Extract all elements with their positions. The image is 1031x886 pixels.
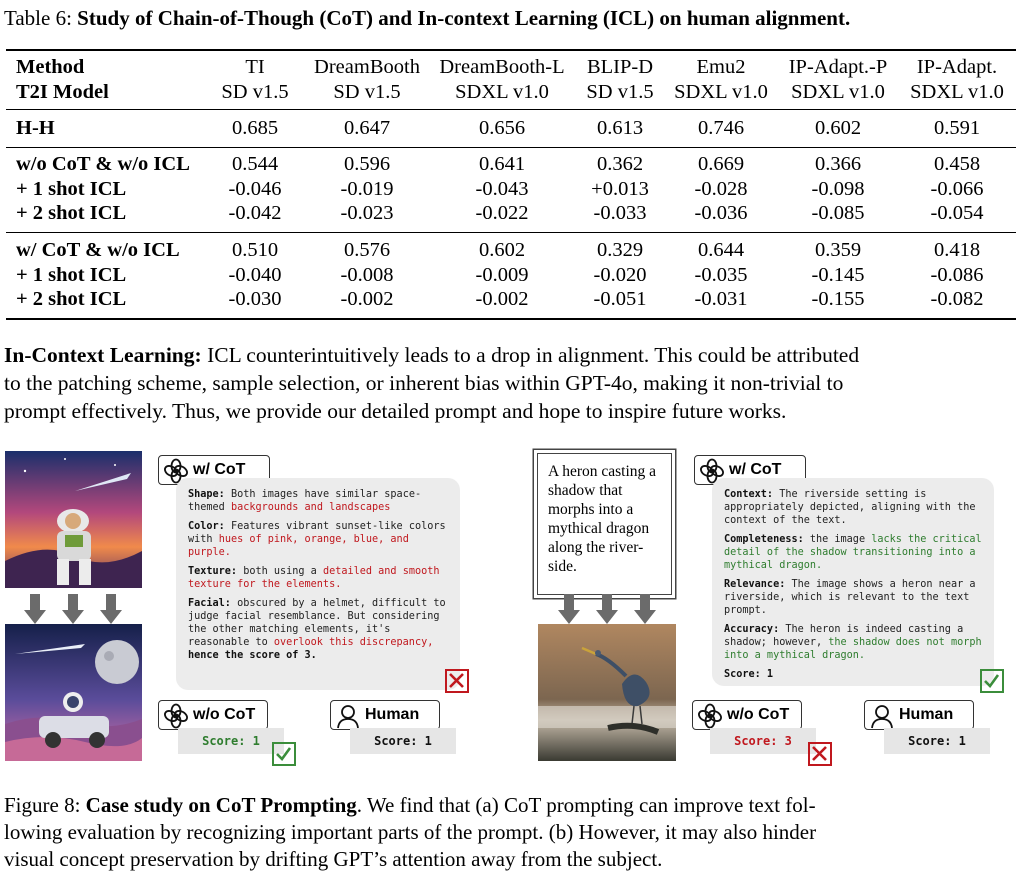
table-cell: SDXL v1.0: [910, 81, 1004, 103]
table-cell: -0.040: [228, 264, 282, 286]
table-cell: -0.036: [694, 202, 748, 224]
human-label-tag-right: [864, 700, 974, 730]
table-cell: -0.031: [694, 288, 748, 310]
table-cell: 0.644: [697, 239, 745, 261]
table-row-label: + 1 shot ICL: [16, 178, 127, 200]
cot-label-text: w/ CoT: [193, 461, 246, 478]
table-cell: Emu2: [696, 56, 746, 78]
table-cell: -0.085: [811, 202, 865, 224]
check-icon: [272, 742, 296, 766]
table-caption: [4, 6, 850, 31]
table-cell: 0.329: [596, 239, 644, 261]
color-reasoning: [188, 520, 448, 559]
table-cell: SD v1.5: [586, 81, 654, 103]
wo-cot-label-tag-right: [692, 700, 802, 730]
table-cell: TI: [245, 56, 265, 78]
table-cell: SDXL v1.0: [674, 81, 768, 103]
wo-cot-score-right: Score: 3: [710, 728, 816, 754]
context-reasoning: [724, 488, 982, 527]
figure-caption-title: Case study on CoT Prompting: [85, 793, 357, 817]
table-cell: -0.046: [228, 178, 282, 200]
table-cell: -0.066: [930, 178, 984, 200]
accuracy-key: Accuracy:: [724, 624, 780, 635]
table-row: [0, 238, 1031, 263]
table-caption-prefix: Table 6:: [4, 6, 72, 30]
table-row: [0, 116, 1031, 141]
table-cell: -0.020: [593, 264, 647, 286]
table-cell: -0.051: [593, 288, 647, 310]
table-cell: -0.035: [694, 264, 748, 286]
human-icon: [869, 703, 895, 729]
shape-key: Shape:: [188, 489, 225, 500]
table-cell: SD v1.5: [221, 81, 289, 103]
table-header-rule: [6, 109, 1016, 110]
icl-paragraph-line3: prompt effectively. Thus, we provide our detailed prompt and hope to inspire future works.: [4, 399, 787, 423]
human-score-left: Score: 1: [350, 728, 456, 754]
table-cell: 0.656: [478, 117, 526, 139]
table-row-label: w/o CoT & w/o ICL: [16, 153, 190, 175]
cot-reasoning-panel-left: [176, 478, 460, 690]
table-cell: 0.647: [343, 117, 391, 139]
color-key: Color:: [188, 521, 225, 532]
context-key: Context:: [724, 489, 774, 500]
texture-text: both using a: [243, 566, 317, 577]
down-arrow-icon: [596, 594, 618, 624]
table-row: [0, 201, 1031, 226]
table-cell: DreamBooth-L: [439, 56, 565, 78]
table-cell: 0.418: [933, 239, 981, 261]
color-red-text: hues of pink, orange, blue, and purple.: [188, 534, 409, 558]
table-cell: DreamBooth: [314, 56, 420, 78]
icl-paragraph-line1: [4, 341, 859, 369]
facial-text: obscured by a helmet, difficult to judge facial resemblance. But considering the other matching elements, it's reasonable to: [188, 598, 446, 648]
table-cell: -0.082: [930, 288, 984, 310]
table-cell: SDXL v1.0: [791, 81, 885, 103]
human-icon: [335, 703, 361, 729]
down-arrow-icon: [558, 594, 580, 624]
table-row: [0, 287, 1031, 312]
table-cell: -0.086: [930, 264, 984, 286]
table-cell: 0.641: [478, 153, 526, 175]
table-cell: -0.054: [930, 202, 984, 224]
table-row-label: H-H: [16, 117, 55, 139]
down-arrow-icon: [100, 594, 122, 624]
reference-image-buzz: [5, 451, 142, 588]
openai-logo-icon: [697, 703, 723, 729]
wo-cot-label-text: w/o CoT: [193, 706, 256, 723]
table-cell: SD v1.5: [333, 81, 401, 103]
table-cell: -0.098: [811, 178, 865, 200]
shape-red-text: backgrounds and landscapes: [230, 502, 391, 513]
cross-icon: [808, 742, 832, 766]
icl-heading: In-Context Learning:: [4, 343, 202, 367]
table-cell: BLIP-D: [586, 56, 654, 78]
table-row-label: + 1 shot ICL: [16, 264, 127, 286]
table-cell: -0.023: [340, 202, 394, 224]
table-rule-1: [6, 147, 1016, 148]
table-cell: 0.613: [596, 117, 644, 139]
completeness-text: the image: [809, 534, 866, 545]
wo-cot-label-tag-left: [158, 700, 268, 730]
table-row-label: T2I Model: [16, 81, 109, 103]
figure-caption-line1: [4, 793, 816, 818]
completeness-key: Completeness:: [724, 534, 804, 545]
human-label-tag-left: [330, 700, 440, 730]
context-text: The riverside setting is appropriately depicted, aligning with the context of the text.: [724, 489, 976, 526]
human-label-text: Human: [899, 706, 954, 723]
accuracy-reasoning: [724, 623, 982, 662]
table-cell: -0.002: [340, 288, 394, 310]
down-arrow-icon: [634, 594, 656, 624]
facial-reasoning: [188, 597, 448, 662]
table-cell: -0.155: [811, 288, 865, 310]
table-cell: -0.019: [340, 178, 394, 200]
figure-caption-line3: visual concept preservation by drifting GPT’s attention away from the subject.: [4, 847, 663, 871]
figure-caption-prefix: Figure 8:: [4, 793, 81, 817]
table-row-label: w/ CoT & w/o ICL: [16, 239, 180, 261]
table-cell: 0.544: [231, 153, 279, 175]
table-caption-title: Study of Chain-of-Though (CoT) and In-context Learning (ICL) on human alignment.: [77, 6, 851, 30]
table-cell: SDXL v1.0: [455, 81, 549, 103]
relevance-text: The image shows a heron near a riverside, which is relevant to the text prompt.: [724, 579, 976, 616]
texture-reasoning: [188, 565, 448, 591]
wo-cot-label-text: w/o CoT: [727, 706, 790, 723]
table-cell: 0.362: [596, 153, 644, 175]
wo-cot-score-left: Score: 1: [178, 728, 284, 754]
table-top-rule: [6, 49, 1016, 51]
table-cell: 0.746: [697, 117, 745, 139]
table-cell: IP-Adapt.-P: [788, 56, 888, 78]
table-cell: 0.359: [814, 239, 862, 261]
facial-key: Facial:: [188, 598, 231, 609]
generated-image-heron: [538, 624, 676, 761]
shape-reasoning: [188, 488, 448, 514]
table-row: [0, 152, 1031, 177]
table-cell: 0.596: [343, 153, 391, 175]
table-row-label: + 2 shot ICL: [16, 288, 127, 310]
table-cell: 0.576: [343, 239, 391, 261]
human-score-right: Score: 1: [884, 728, 990, 754]
table-header-row: [0, 55, 1031, 80]
accuracy-green-text: the shadow does not morph into a mythical dragon.: [724, 637, 982, 661]
table-cell: +0.013: [591, 178, 649, 200]
table-cell: 0.591: [933, 117, 981, 139]
icl-text-1: ICL counterintuitively leads to a drop in alignment. This could be attributed: [207, 343, 860, 367]
table-cell: -0.028: [694, 178, 748, 200]
table-header-row: [0, 80, 1031, 105]
table-cell: -0.002: [475, 288, 529, 310]
cot-score-right: Score: 1: [724, 669, 774, 680]
table-cell: 0.602: [814, 117, 862, 139]
completeness-reasoning: [724, 533, 982, 572]
facial-conclusion: hence the score of 3.: [188, 650, 317, 661]
human-label-text: Human: [365, 706, 420, 723]
table-cell: 0.685: [231, 117, 279, 139]
table-cell: 0.510: [231, 239, 279, 261]
table-cell: -0.145: [811, 264, 865, 286]
table-row-label: + 2 shot ICL: [16, 202, 127, 224]
table-row-label: Method: [16, 56, 85, 78]
texture-key: Texture:: [188, 566, 238, 577]
shape-text: Both images have similar space-themed: [188, 489, 422, 513]
relevance-key: Relevance:: [724, 579, 786, 590]
table-cell: -0.009: [475, 264, 529, 286]
table-cell: 0.458: [933, 153, 981, 175]
table-cell: -0.043: [475, 178, 529, 200]
table-cell: -0.042: [228, 202, 282, 224]
openai-logo-icon: [163, 703, 189, 729]
check-icon: [980, 669, 1004, 693]
table-cell: -0.030: [228, 288, 282, 310]
cot-label-text: w/ CoT: [729, 461, 782, 478]
figure-caption-rest: . We find that (a) CoT prompting can improve text fol-: [356, 793, 816, 817]
completeness-green-text: lacks the critical detail of the shadow transitioning into a mythical dragon.: [724, 534, 982, 571]
facial-red-text: overlook this discrepancy,: [273, 637, 434, 648]
table-row: [0, 263, 1031, 288]
texture-red-text: detailed and smooth texture for the elements.: [188, 566, 440, 590]
down-arrow-icon: [62, 594, 84, 624]
figure-caption-line2: lowing evaluation by recognizing important parts of the prompt. (b) However, it may also hinder: [4, 820, 817, 844]
table-cell: -0.008: [340, 264, 394, 286]
down-arrow-icon: [24, 594, 46, 624]
table-cell: 0.602: [478, 239, 526, 261]
relevance-reasoning: [724, 578, 982, 617]
table-cell: 0.366: [814, 153, 862, 175]
table-cell: IP-Adapt.: [916, 56, 998, 78]
table-cell: -0.033: [593, 202, 647, 224]
table-cell: 0.669: [697, 153, 745, 175]
table-rule-2: [6, 232, 1016, 233]
generated-image-astronaut: [5, 624, 142, 761]
cot-reasoning-panel-right: [712, 478, 994, 686]
color-text: Features vibrant sunset-like colors with: [188, 521, 446, 545]
text-prompt-box: A heron casting a shadow that morphs into a mythical dragon along the river-side.: [537, 453, 672, 595]
table-cell: -0.022: [475, 202, 529, 224]
table-row: [0, 177, 1031, 202]
icl-paragraph-line2: to the patching scheme, sample selection, or inherent bias within GPT-4o, making it non-trivial to: [4, 371, 844, 395]
table-bottom-rule: [6, 318, 1016, 320]
accuracy-text: The heron is indeed casting a shadow; however,: [724, 624, 964, 648]
cross-icon: [445, 669, 469, 693]
